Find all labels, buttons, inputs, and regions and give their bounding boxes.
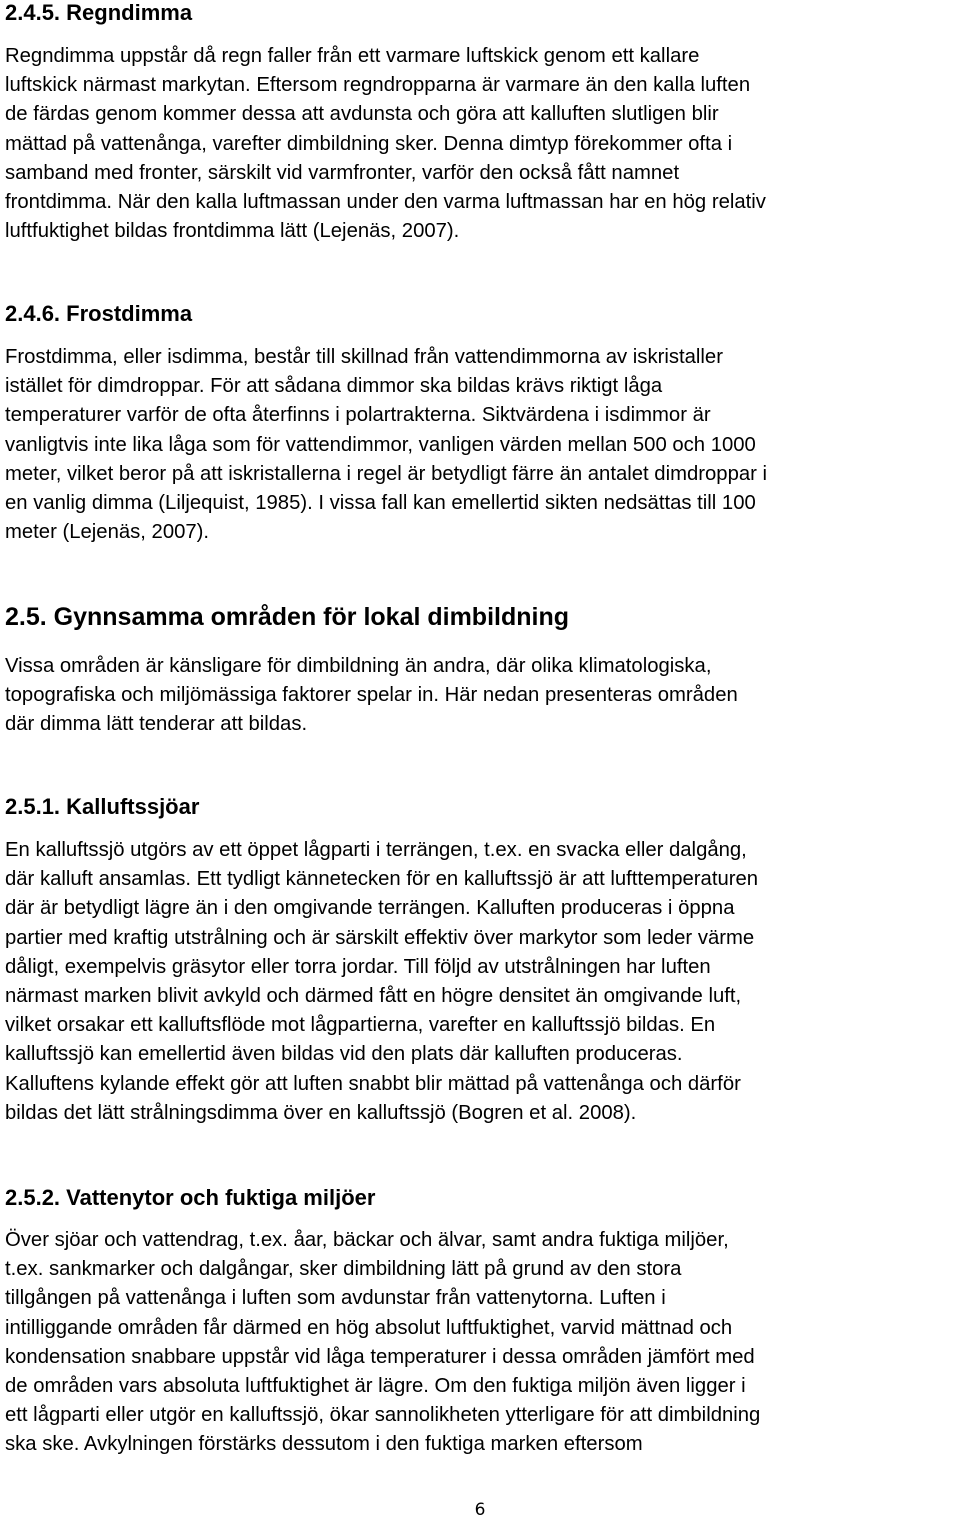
text-line: mättad på vattenånga, varefter dimbildning sker. Denna dimtyp förekommer ofta i <box>5 132 733 155</box>
text-line: vanligtvis inte lika låga som för vattendimmor, vanligen värden mellan 500 och 1000 <box>5 433 756 456</box>
text-line: tillgången på vattenånga i luften som avdunstar från vattenytorna. Luften i <box>5 1287 666 1310</box>
text-line: topografiska och miljömässiga faktorer spelar in. Här nedan presenteras områden <box>5 684 738 707</box>
text-line: där kalluft ansamlas. Ett tydligt kännetecken för en kalluftssjö är att lufttemperaturen <box>5 868 759 891</box>
text-line: vilket orsakar ett kalluftsflöde mot lågpartierna, varefter en kalluftssjö bildas. En <box>5 1014 716 1037</box>
text-line: luftskick närmast markytan. Eftersom regndropparna är varmare än den kalla luften <box>5 74 751 97</box>
section-regndimma <box>5 0 955 246</box>
section-paragraph <box>5 836 955 1128</box>
text-line: ska ske. Avkylningen förstärks dessutom i den fuktiga marken eftersom <box>5 1433 643 1456</box>
text-line: Vissa områden är känsligare för dimbildning än andra, där olika klimatologiska, <box>5 655 712 677</box>
section-kalluftssjoar <box>5 792 955 1128</box>
section-heading: 2.5. Gynnsamma områden för lokal dimbildning <box>5 603 570 631</box>
text-line: t.ex. sankmarker och dalgångar, sker dimbildning lätt på grund av den stora <box>5 1258 682 1281</box>
text-line: istället för dimdroppar. För att sådana dimmor ska bildas krävs riktigt låga <box>5 375 663 398</box>
section-paragraph <box>5 652 955 740</box>
text-line: Frostdimma, eller isdimma, består till skillnad från vattendimmorna av iskristaller <box>5 346 723 368</box>
text-line: frontdimma. När den kalla luftmassan under den varma luftmassan har en hög relativ <box>5 191 766 214</box>
text-line: Kalluftens kylande effekt gör att luften snabbt blir mättad på vattenånga och därför <box>5 1072 741 1095</box>
text-line: bildas det lätt strålningsdimma över en kalluftssjö (Bogren et al. 2008). <box>5 1101 637 1124</box>
text-line: kalluftssjö kan emellertid även bildas vid den plats där kalluften produceras. <box>5 1043 683 1066</box>
page-number: 6 <box>474 1500 486 1520</box>
text-line: där är betydligt lägre än i den omgivande terrängen. Kalluften produceras i öppna <box>5 897 735 920</box>
text-line: intilliggande områden får därmed en hög absolut luftfuktighet, varvid mättnad och <box>5 1316 733 1339</box>
text-line: dåligt, exempelvis gräsytor eller torra jordar. Till följd av utstrålningen har luften <box>5 955 711 978</box>
text-line: Över sjöar och vattendrag, t.ex. åar, bäckar och älvar, samt andra fuktiga miljöer, <box>5 1229 729 1251</box>
text-line: En kalluftssjö utgörs av ett öppet lågparti i terrängen, t.ex. en svacka eller dalgång, <box>5 839 747 861</box>
section-paragraph <box>5 42 955 246</box>
text-line: kondensation snabbare uppstår vid låga temperaturer i dessa områden jämfört med <box>5 1345 755 1368</box>
section-heading: 2.5.1. Kalluftssjöar <box>5 794 200 819</box>
section-heading: 2.4.5. Regndimma <box>5 0 193 25</box>
text-line: Regndimma uppstår då regn faller från ett varmare luftskick genom ett kallare <box>5 45 700 67</box>
text-line: meter (Lejenäs, 2007). <box>5 521 210 544</box>
section-paragraph <box>5 343 955 547</box>
text-line: en vanlig dimma (Liljequist, 1985). I vissa fall kan emellertid sikten nedsättas till 100 <box>5 492 756 515</box>
section-paragraph <box>5 1226 955 1460</box>
text-line: de färdas genom kommer dessa att avdunsta och göra att kalluften slutligen blir <box>5 103 719 126</box>
text-line: samband med fronter, särskilt vid varmfronter, varför den också fått namnet <box>5 161 680 184</box>
text-line: meter, vilket beror på att iskristallerna i regel är betydligt färre än antalet dimdroppar i <box>5 462 768 485</box>
section-heading: 2.4.6. Frostdimma <box>5 301 193 326</box>
section-frostdimma <box>5 299 955 547</box>
text-line: de områden vars absoluta luftfuktighet är lägre. Om den fuktiga miljön även ligger i <box>5 1375 746 1398</box>
text-line: ett lågparti eller utgör en kalluftssjö, ökar sannolikheten ytterligare för att dimbildning <box>5 1404 761 1427</box>
text-line: luftfuktighet bildas frontdimma lätt (Lejenäs, 2007). <box>5 220 460 243</box>
text-line: närmast marken blivit avkyld och därmed fått en högre densitet än omgivande luft, <box>5 985 742 1008</box>
section-vattenytor <box>5 1183 955 1460</box>
text-line: temperaturer varför de ofta återfinns i polartrakterna. Siktvärdena i isdimmor är <box>5 404 711 427</box>
text-line: där dimma lätt tenderar att bildas. <box>5 713 308 736</box>
section-heading: 2.5.2. Vattenytor och fuktiga miljöer <box>5 1185 376 1210</box>
section-gynnsamma-omraden <box>5 601 955 740</box>
text-line: partier med kraftig utstrålning och är särskilt effektiv över markytor som leder värme <box>5 926 755 949</box>
